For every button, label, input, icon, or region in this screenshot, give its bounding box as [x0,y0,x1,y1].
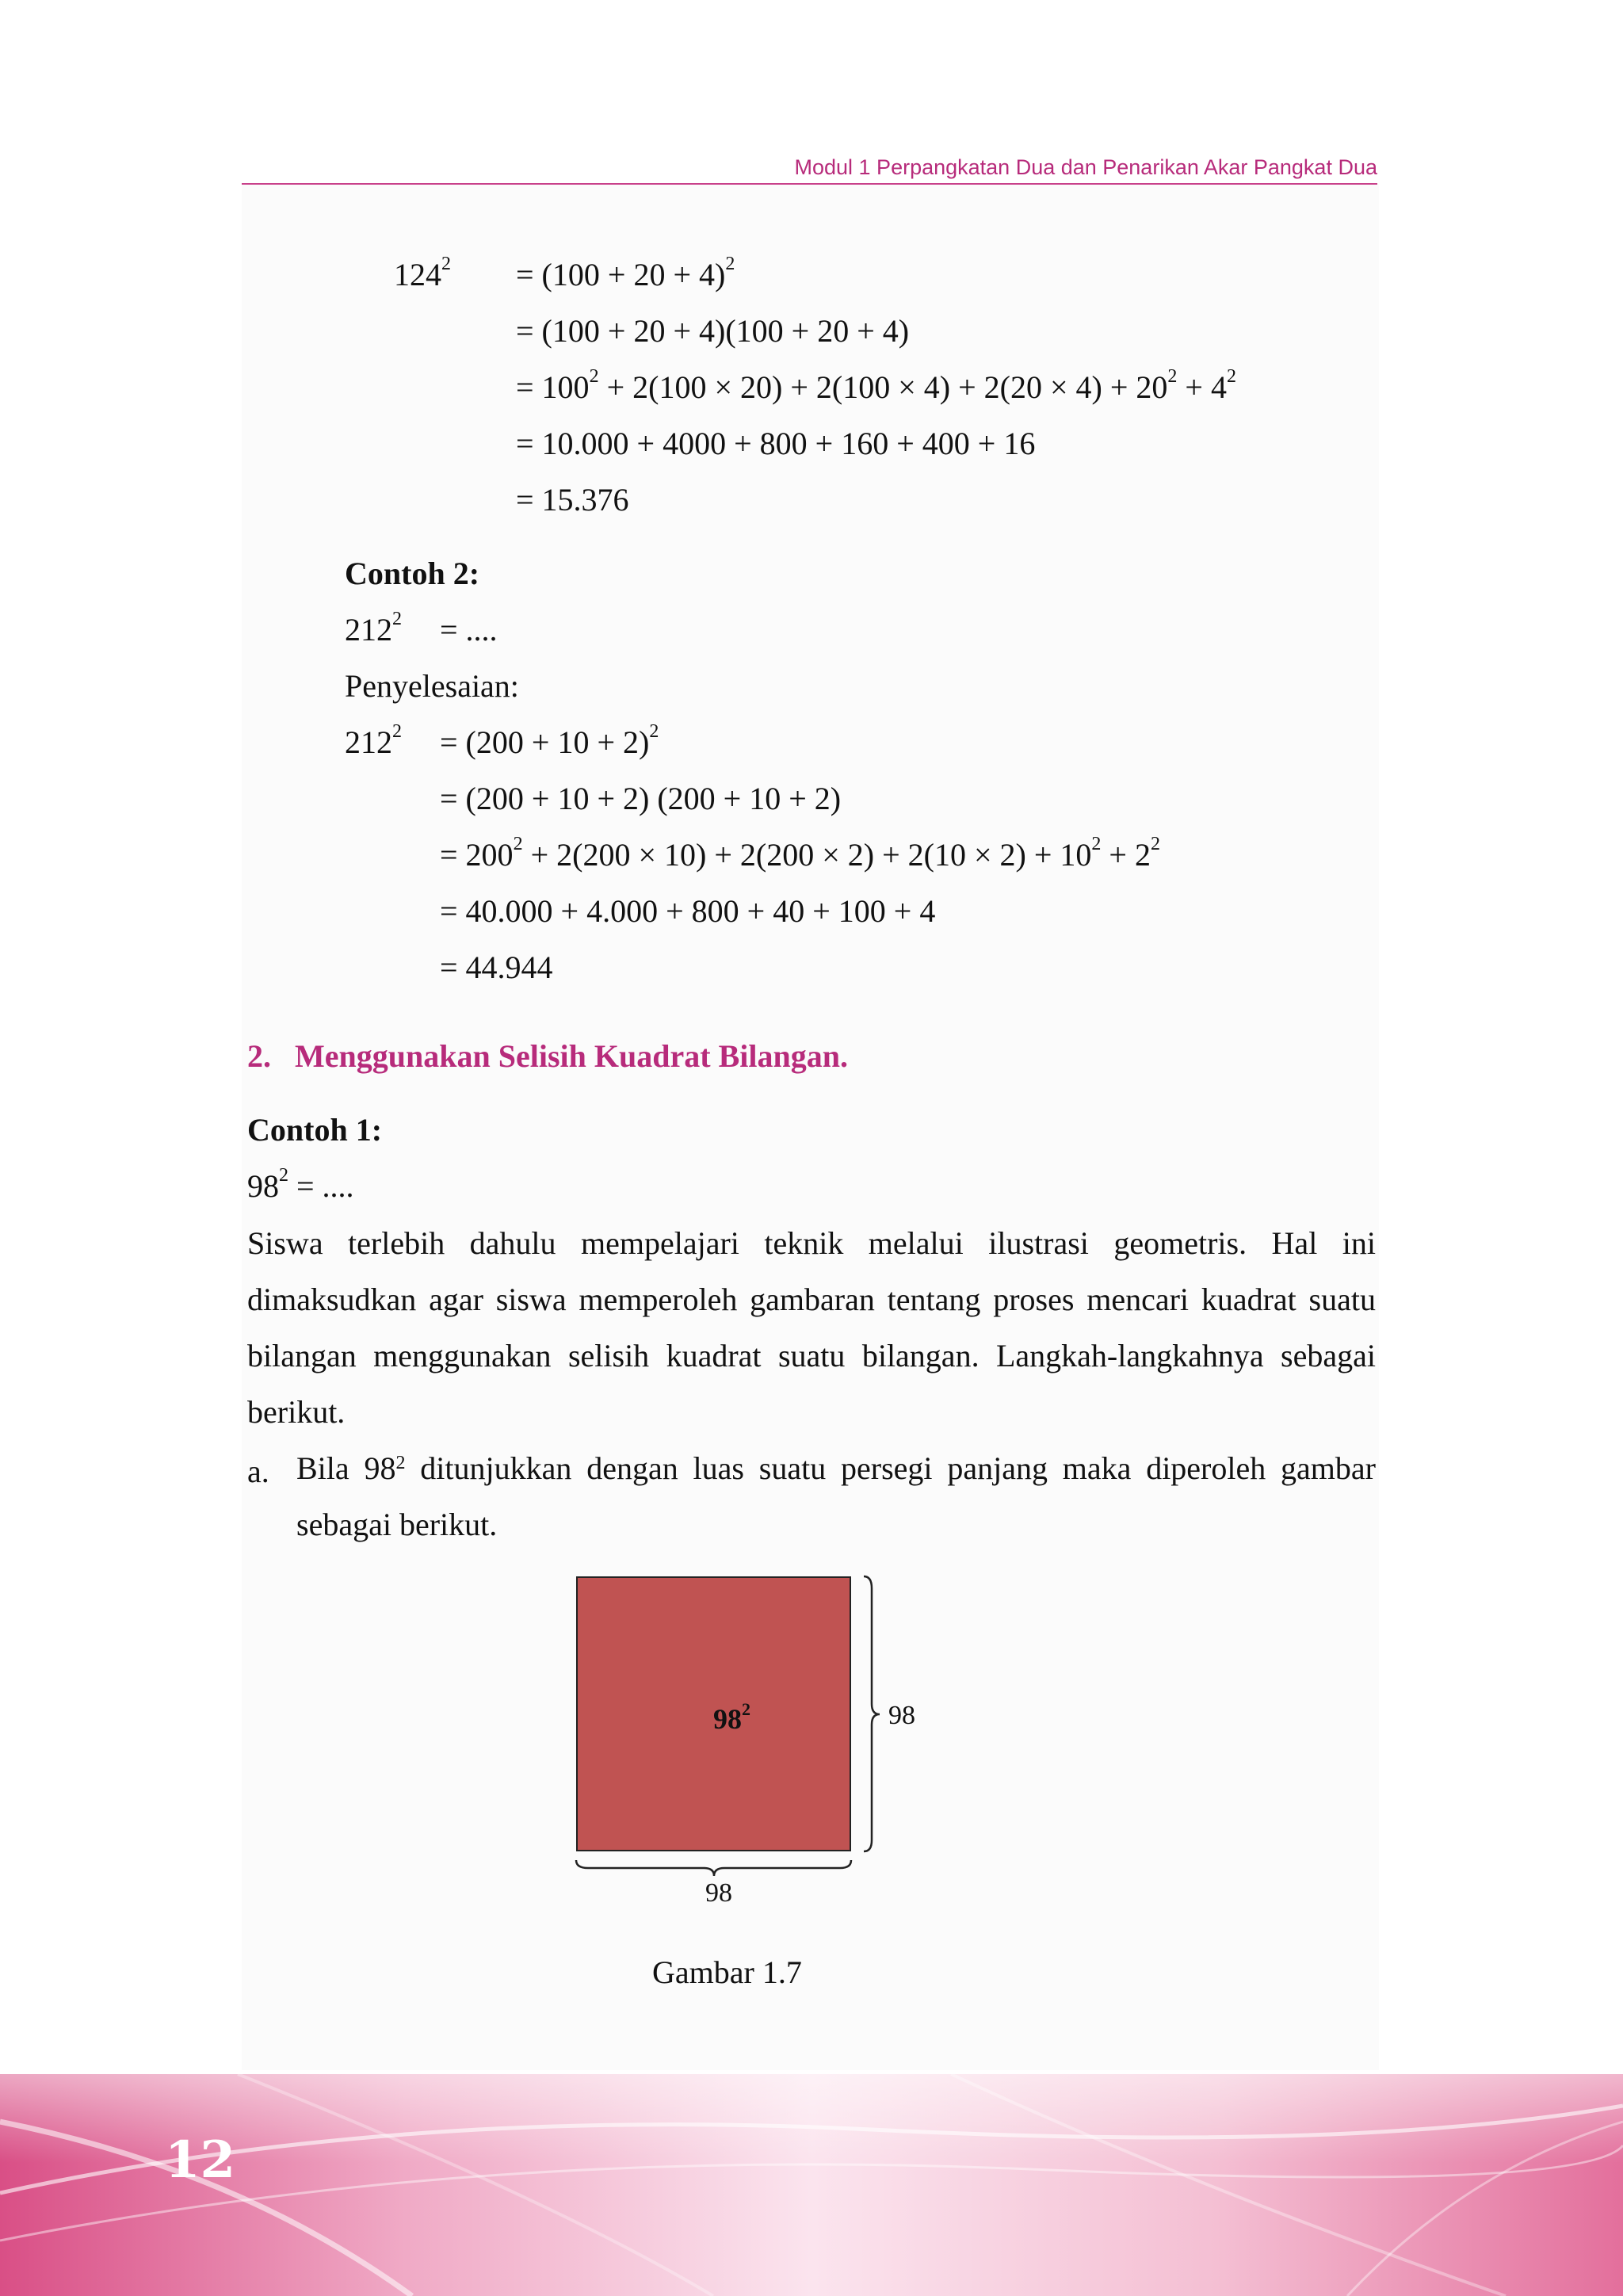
side-label-right: 98 [888,1701,915,1730]
example2-title: Contoh 2: [345,556,480,591]
running-header: Modul 1 Perpangkatan Dua dan Penarikan Akar Pangkat Dua [794,155,1377,179]
right-brace [864,1576,880,1851]
example-s2-title: Contoh 1: [247,1112,383,1148]
solution-label: Penyelesaian: [345,668,519,704]
example2-question-rhs: = .... [440,612,498,648]
footer-band [0,2074,1623,2296]
eq2-lhs: $212^2$ [345,721,402,760]
item-a-marker: a. [247,1454,269,1489]
eq1-line3: = $100^2 + 2(100 \times 20) + 2(100 \times 4) + 2(20 \times 4) + 20^2 + 4^2$ [516,366,1236,405]
explanation-paragraph: Siswa terlebih dahulu mempelajari teknik melalui ilustrasi geometris. Hal ini dimaksudkan agar siswa memperoleh gambaran tentang proses mencari kuadrat suatu bilangan menggunakan selisih kuadrat suatu bilangan. Langkah-langkahnya sebagai berikut. [247,1225,1376,1430]
section-title: Menggunakan Selisih Kuadrat Bilangan. [295,1038,848,1074]
square-area-label: $98^2$ [713,1699,750,1735]
figure-caption: Gambar 1.7 [652,1954,802,1990]
page-number: 12 [165,2130,236,2190]
eq2-line2: = (200 + 10 + 2) (200 + 10 + 2) [440,781,842,816]
section-number: 2. [247,1038,271,1074]
eq1-line2: = (100 + 20 + 4)(100 + 20 + 4) [516,313,910,349]
side-label-bottom: 98 [705,1878,732,1908]
eq2-line1: = $(200 + 10 + 2)^2$ [440,721,659,760]
eq2-line5: = 44.944 [440,949,553,985]
eq2-line4: = 40.000 + 4.000 + 800 + 40 + 100 + 4 [440,893,936,929]
eq2-line3: = $200^2 + 2(200 \times 10) + 2(200 \times 2) + 2(10 \times 2) + 10^2 + 2^2$ [440,834,1160,873]
example-s2-question: $98^2$ = .... [247,1165,354,1204]
bottom-brace [576,1860,851,1876]
eq1-line1: = $(100 + 20 + 4)^2$ [516,254,735,292]
example2-question: $212^2$ [345,609,402,648]
eq1-lhs: $124^2$ [394,254,451,292]
eq1-line4: = 10.000 + 4000 + 800 + 160 + 400 + 16 [516,426,1036,461]
item-a-text: Bila $98^2$ ditunjukkan dengan luas suatu persegi panjang maka diperoleh gambar sebagai berikut. [296,1450,1376,1542]
eq1-line5: = 15.376 [516,482,629,518]
